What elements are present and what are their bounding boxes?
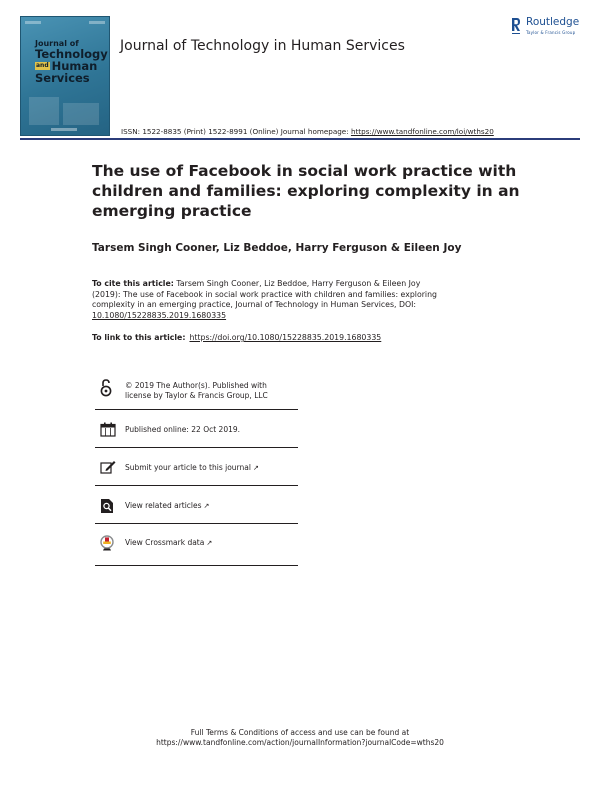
publisher-tagline: Taylor & Francis Group bbox=[526, 30, 576, 35]
footer-line1: Full Terms & Conditions of access and use can be found at bbox=[190, 728, 410, 737]
published-date: Published online: 22 Oct 2019. bbox=[125, 425, 241, 434]
published-item bbox=[95, 410, 298, 448]
citation-text: (2019): The use of Facebook in social work practice with children and families: exploring bbox=[92, 289, 437, 299]
cover-title-and: and bbox=[36, 62, 49, 69]
citation-block bbox=[92, 279, 492, 321]
open-access-icon bbox=[100, 379, 112, 397]
journal-title: Journal of Technology in Human Services bbox=[120, 38, 405, 54]
article-title bbox=[92, 161, 520, 221]
publisher-logo[interactable] bbox=[511, 16, 591, 44]
related-articles-item[interactable] bbox=[95, 486, 298, 524]
publisher-name: Routledge bbox=[526, 16, 580, 28]
cover-title-line3: Human bbox=[51, 59, 98, 73]
submit-article-item[interactable] bbox=[95, 448, 298, 486]
footer-terms-link[interactable]: https://www.tandfonline.com/action/journalInformation?journalCode=wths20 bbox=[156, 738, 444, 747]
license-line1: © 2019 The Author(s). Published with bbox=[125, 381, 267, 390]
cover-title bbox=[35, 39, 108, 85]
article-title-line: children and families: exploring complexity in an bbox=[92, 182, 520, 200]
citation-text: Tarsem Singh Cooner, Liz Beddoe, Harry Ferguson & Eileen Joy bbox=[173, 279, 421, 288]
cover-title-line2: Technology bbox=[35, 47, 108, 61]
edit-icon bbox=[100, 460, 116, 474]
issn-text: ISSN: 1522-8835 (Print) 1522-8991 (Online) Journal homepage: bbox=[121, 127, 351, 136]
article-title-line: emerging practice bbox=[92, 202, 252, 220]
article-doi-link[interactable]: https://doi.org/10.1080/15228835.2019.1680335 bbox=[189, 333, 382, 342]
crossmark-item[interactable] bbox=[95, 524, 298, 566]
external-link-icon: ↗ bbox=[206, 539, 213, 547]
issn-line bbox=[121, 127, 494, 136]
search-document-icon bbox=[100, 498, 114, 514]
doi-link[interactable]: 10.1080/15228835.2019.1680335 bbox=[92, 310, 227, 320]
article-title-line: The use of Facebook in social work practice with bbox=[92, 162, 517, 180]
journal-cover-image bbox=[20, 16, 110, 136]
calendar-icon bbox=[100, 422, 116, 437]
crossmark-icon bbox=[100, 535, 114, 551]
external-link-icon: ↗ bbox=[203, 502, 210, 510]
license-item bbox=[95, 372, 298, 410]
footer-terms bbox=[0, 728, 600, 748]
citation-label: To cite this article: bbox=[92, 279, 174, 288]
submit-article-link[interactable]: Submit your article to this journal bbox=[125, 463, 251, 472]
citation-text: complexity in an emerging practice, Journal of Technology in Human Services, DOI: bbox=[92, 300, 417, 309]
article-authors: Tarsem Singh Cooner, Liz Beddoe, Harry Ferguson & Eileen Joy bbox=[92, 242, 462, 254]
cover-title-line1: Journal of bbox=[35, 39, 79, 48]
article-link-label: To link to this article: bbox=[92, 333, 186, 342]
external-link-icon: ↗ bbox=[252, 464, 259, 472]
related-articles-link[interactable]: View related articles bbox=[125, 501, 202, 510]
cover-title-line4: Services bbox=[35, 71, 90, 85]
header-divider bbox=[20, 138, 580, 140]
license-line2: license by Taylor & Francis Group, LLC bbox=[125, 391, 268, 400]
crossmark-link[interactable]: View Crossmark data bbox=[125, 538, 205, 547]
journal-homepage-link[interactable]: https://www.tandfonline.com/loi/wths20 bbox=[350, 127, 494, 136]
routledge-logo-icon bbox=[511, 16, 521, 38]
article-actions-list bbox=[95, 372, 298, 566]
article-link-line bbox=[92, 333, 381, 342]
